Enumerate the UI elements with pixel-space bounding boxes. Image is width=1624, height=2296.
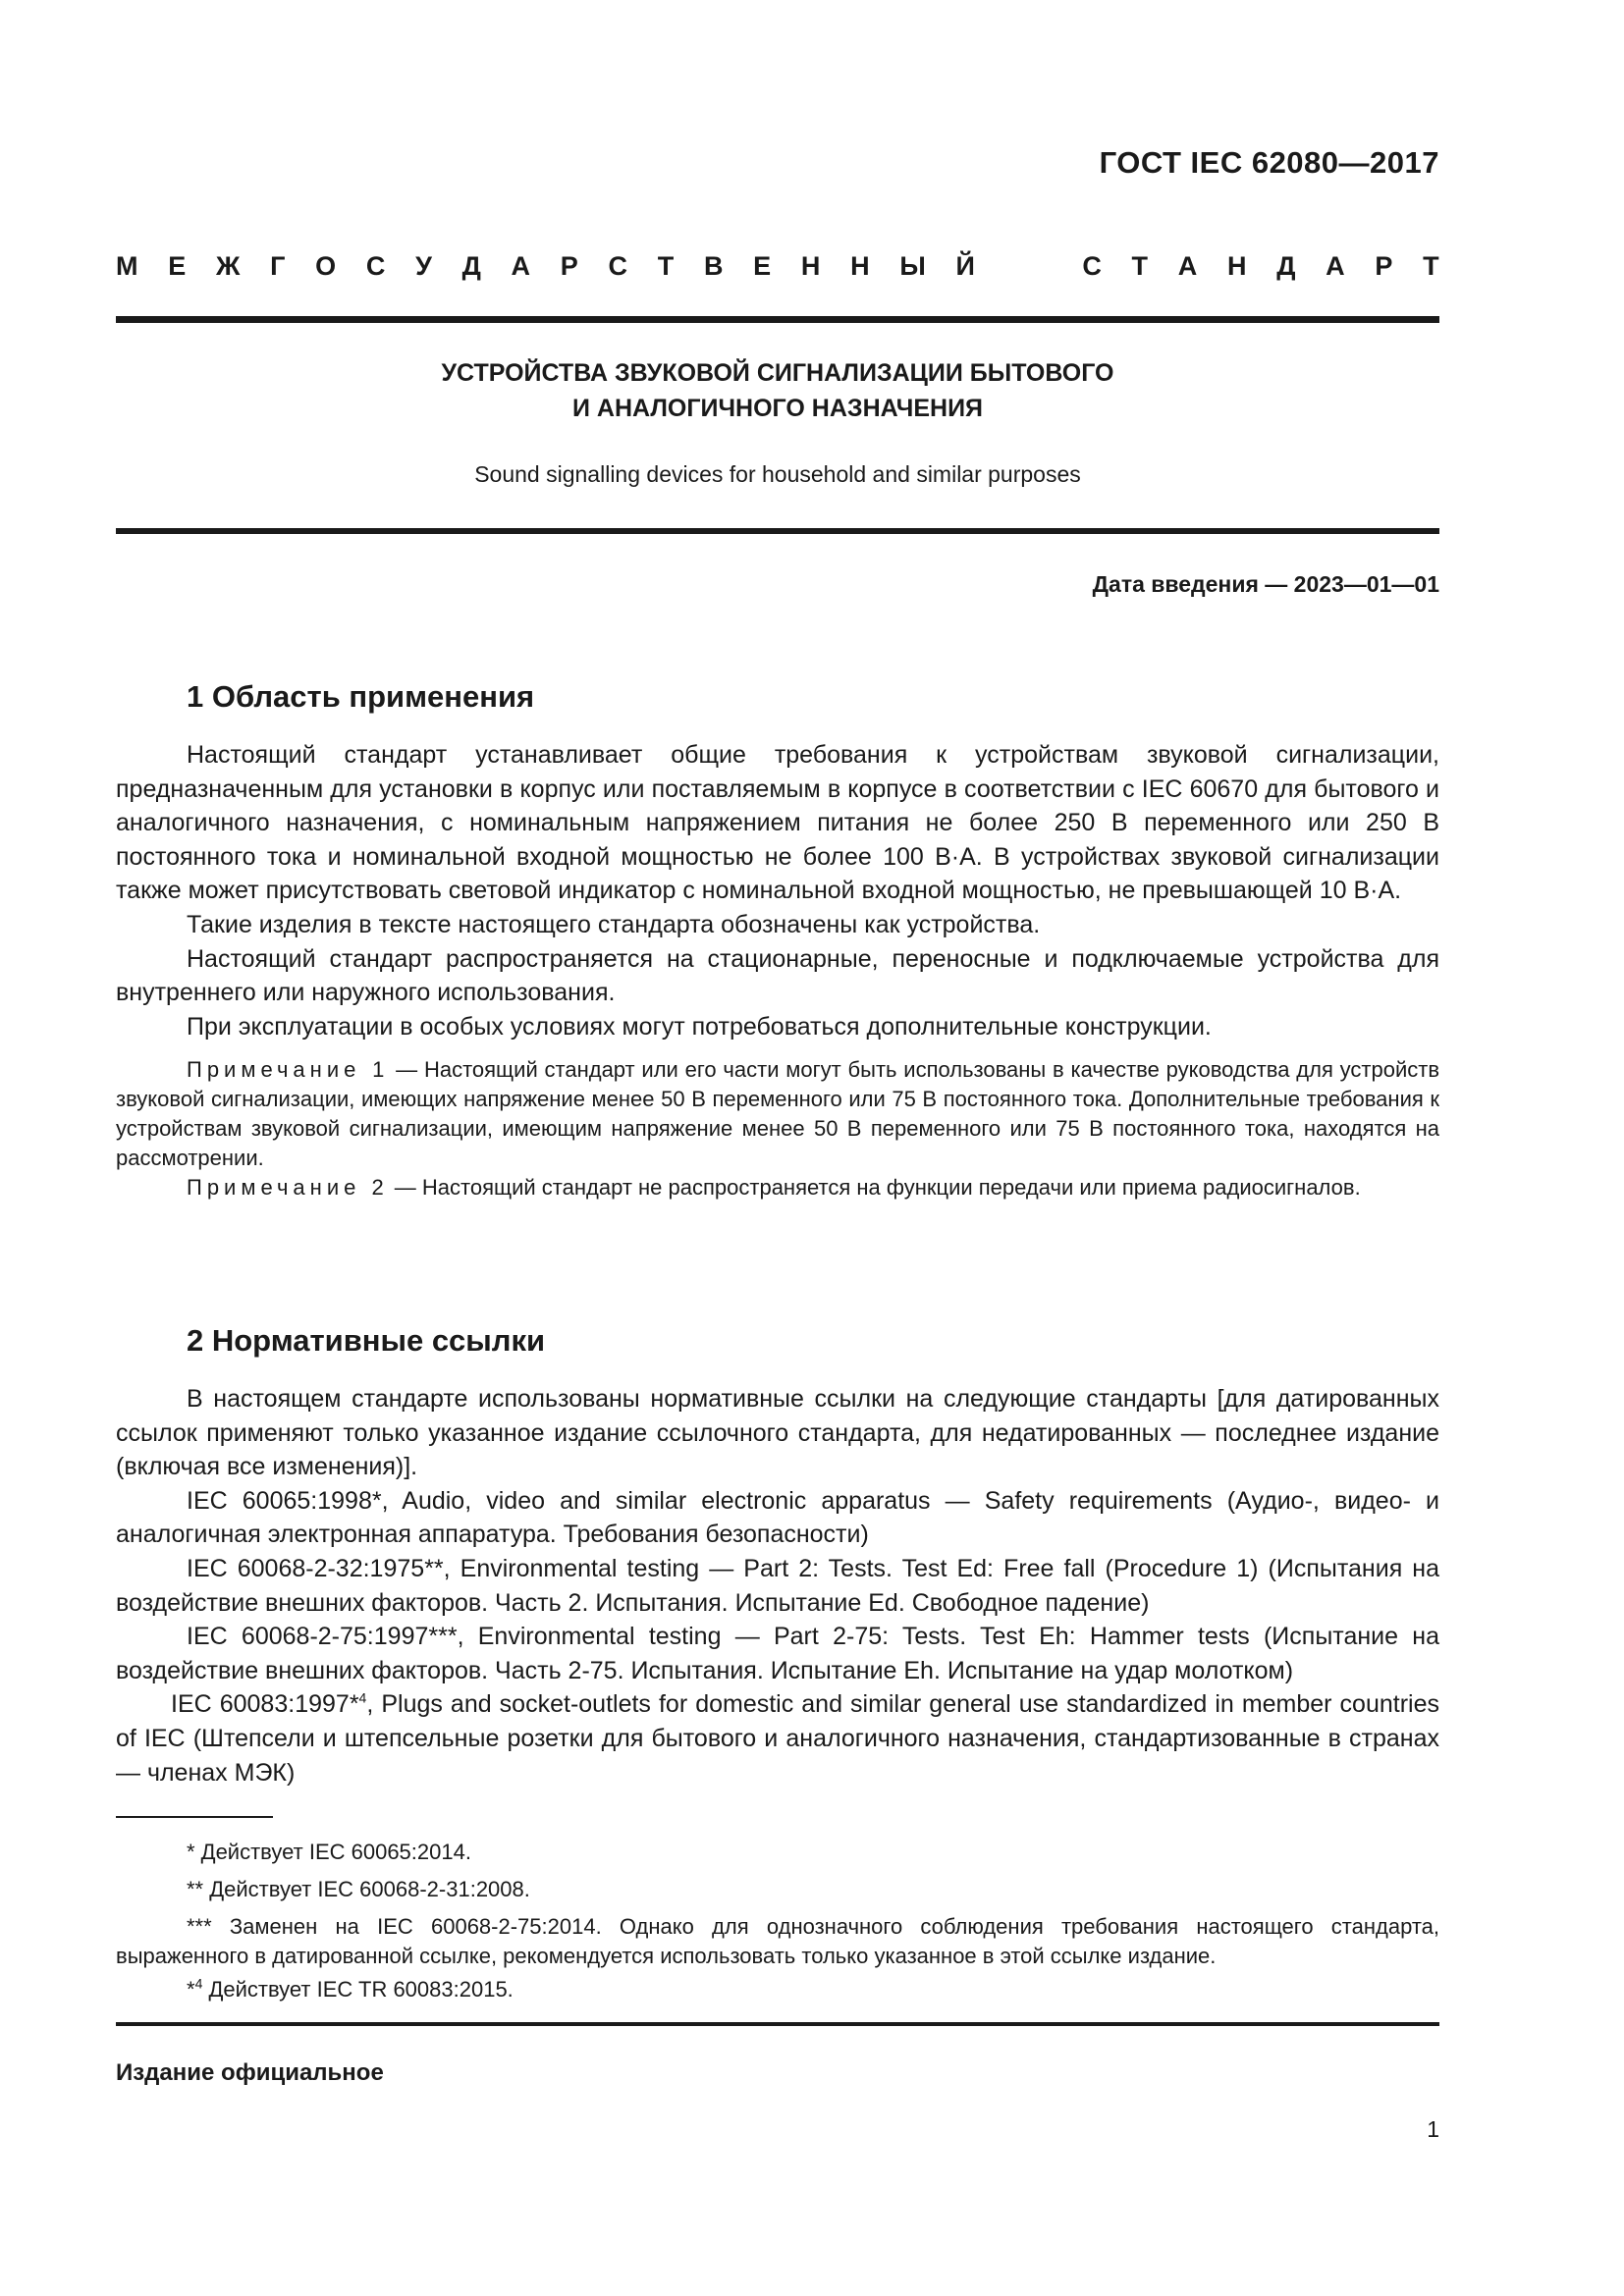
footnote [116, 1912, 1439, 1971]
footnote-text: Действует IEC 60065:2014. [194, 1840, 471, 1864]
ref-text: , Plugs and socket-outlets for domestic and similar general use standardized in member countries of IEC (Штепсели и штепсельные розетки для бытового и аналогичного назначения, стандартизованные в странах — членах МЭК) [116, 1690, 1440, 1787]
letter: О [315, 251, 337, 281]
letter: У [415, 251, 432, 281]
document-title [116, 355, 1439, 426]
footer-rule [116, 2022, 1439, 2026]
paragraph: Настоящий стандарт устанавливает общие требования к устройствам звуковой сигнализации, предназначенным для установки в корпус или поставляемым в корпусе в соответствии с IEC 60670 для бытового и аналогичного назначения, с номинальным напряжением питания не более 250 В переменного или 250 В постоянного тока и номинальной входной мощностью не более 100 В·А. В устройствах звуковой сигнализации также может присутствовать световой индикатор с номинальной входной мощностью, не превышающей 10 В·А. [116, 741, 1439, 905]
paragraph: В настоящем стандарте использованы нормативные ссылки на следующие стандарты [для датированных ссылок применяют только указанное издание ссылочного стандарта, для недатированных — последнее издание (включая все изменения)]. [116, 1385, 1439, 1481]
ref-mark: * [371, 1486, 382, 1515]
document-id: ГОСТ IEC 62080—2017 [1099, 145, 1439, 180]
ref-code: IEC 60083:1997 [171, 1690, 350, 1719]
letter: Т [657, 251, 675, 281]
section-normative-references [116, 1323, 1439, 1789]
letter: А [1177, 251, 1198, 281]
footnote-mark: * [187, 1840, 195, 1864]
section-heading: 2 Нормативные ссылки [187, 1323, 546, 1358]
letter: Й [955, 251, 975, 281]
letter: Г [270, 251, 286, 281]
reference-item [116, 1687, 1439, 1789]
ref-text: , Environmental testing — Part 2-75: Tests. Test Eh: Hammer tests (Испытание на воздействие внешних факторов. Часть 2-75. Испытания. Испытание Eh. Испытание на удар молотком) [116, 1623, 1439, 1684]
note-label: Примечание 1 [187, 1057, 390, 1083]
footnote-text: Действует IEC 60068-2-31:2008. [203, 1877, 530, 1901]
letter: Д [1276, 251, 1296, 281]
edition-label: Издание официальное [116, 2059, 384, 2086]
paragraph: Такие изделия в тексте настоящего стандарта обозначены как устройства. [187, 910, 1041, 938]
ref-code: IEC 60068-2-32:1975 [187, 1554, 425, 1582]
title-line-1: УСТРОЙСТВА ЗВУКОВОЙ СИГНАЛИЗАЦИИ БЫТОВОГО [441, 359, 1114, 387]
english-title: Sound signalling devices for household and similar purposes [474, 461, 1081, 487]
ref-mark: * [349, 1690, 359, 1719]
letter: Т [1423, 251, 1439, 281]
letter: С [608, 251, 627, 281]
paragraph: При эксплуатации в особых условиях могут потребоваться дополнительные конструкции. [187, 1012, 1212, 1041]
reference-item [116, 1620, 1439, 1687]
footnotes [116, 1838, 1439, 2012]
footnote-sup: 4 [194, 1975, 203, 1992]
ref-mark: ** [424, 1554, 444, 1582]
letter: Е [753, 251, 772, 281]
page-number: 1 [1427, 2116, 1439, 2142]
footnote [116, 1975, 1439, 2004]
footnote [116, 1875, 1439, 1904]
footnote-rule [116, 1816, 273, 1818]
letter: С [1082, 251, 1102, 281]
letter: В [703, 251, 724, 281]
title-rule [116, 528, 1439, 534]
letter: М [116, 251, 138, 281]
note-1 [116, 1055, 1439, 1173]
letter: С [365, 251, 386, 281]
letter: Т [1131, 251, 1149, 281]
ref-code: IEC 60065:1998 [187, 1486, 372, 1515]
footnote-text: Действует IEC TR 60083:2015. [202, 1977, 514, 2002]
letter: Н [1226, 251, 1247, 281]
letter: Н [850, 251, 870, 281]
letter: А [511, 251, 531, 281]
note-text: — Настоящий стандарт или его части могут быть использованы в качестве руководства для устройств звуковой сигнализации, имеющих напряжение менее 50 В переменного или 75 В постоянного тока. Дополнительные требования к устройствам звуковой сигнализации, имеющим напряжение менее 50 В переменного или 75 В постоянного тока, находятся на рассмотрении. [116, 1057, 1440, 1171]
letter: Н [800, 251, 821, 281]
section-heading: 1 Область применения [187, 679, 535, 714]
letter: Р [1375, 251, 1393, 281]
section-scope [116, 679, 1439, 1202]
footnote-mark: * [187, 1977, 195, 2002]
letter: Ж [215, 251, 241, 281]
introduction-date: Дата введения — 2023—01—01 [1092, 571, 1439, 597]
ref-text: , Audio, video and similar electronic apparatus — Safety requirements (Аудио-, видео- и аналогичная электронная аппаратура. Требования безопасности) [116, 1486, 1439, 1549]
standard-type-line [116, 251, 1439, 282]
footnote-mark: ** [187, 1877, 204, 1901]
letter: А [1326, 251, 1345, 281]
header-rule [116, 316, 1439, 323]
ref-code: IEC 60068-2-75:1997 [187, 1623, 429, 1651]
note-2 [116, 1173, 1439, 1202]
letter: Р [560, 251, 578, 281]
reference-item [116, 1552, 1439, 1620]
word-gap [1005, 251, 1053, 282]
paragraph: Настоящий стандарт распространяется на стационарные, переносные и подключаемые устройства для внутреннего или наружного использования. [116, 944, 1439, 1007]
letter: Д [461, 251, 481, 281]
letter: Ы [899, 251, 926, 281]
title-line-2: И АНАЛОГИЧНОГО НАЗНАЧЕНИЯ [571, 395, 984, 422]
footnote [116, 1838, 1439, 1867]
note-label: Примечание 2 [187, 1175, 389, 1201]
footnote-text: Заменен на IEC 60068-2-75:2014. Однако для однозначного соблюдения требования настоящего стандарта, выраженного в датированной ссылке, рекомендуется использовать только указанное в этой ссылке издание. [116, 1914, 1439, 1968]
reference-item [116, 1484, 1439, 1552]
letter: Е [168, 251, 187, 281]
note-text: — Настоящий стандарт не распространяется на функции передачи или приема радиосигналов. [388, 1175, 1361, 1201]
ref-mark: *** [428, 1623, 458, 1651]
ref-text: , Environmental testing — Part 2: Tests. Test Ed: Free fall (Procedure 1) (Испытания на воздействие внешних факторов. Часть 2. Испытания. Испытание Ed. Свободное падение) [116, 1554, 1440, 1617]
ref-sup: 4 [358, 1690, 367, 1707]
document-page [116, 0, 1439, 2296]
footnote-mark: *** [187, 1914, 212, 1939]
